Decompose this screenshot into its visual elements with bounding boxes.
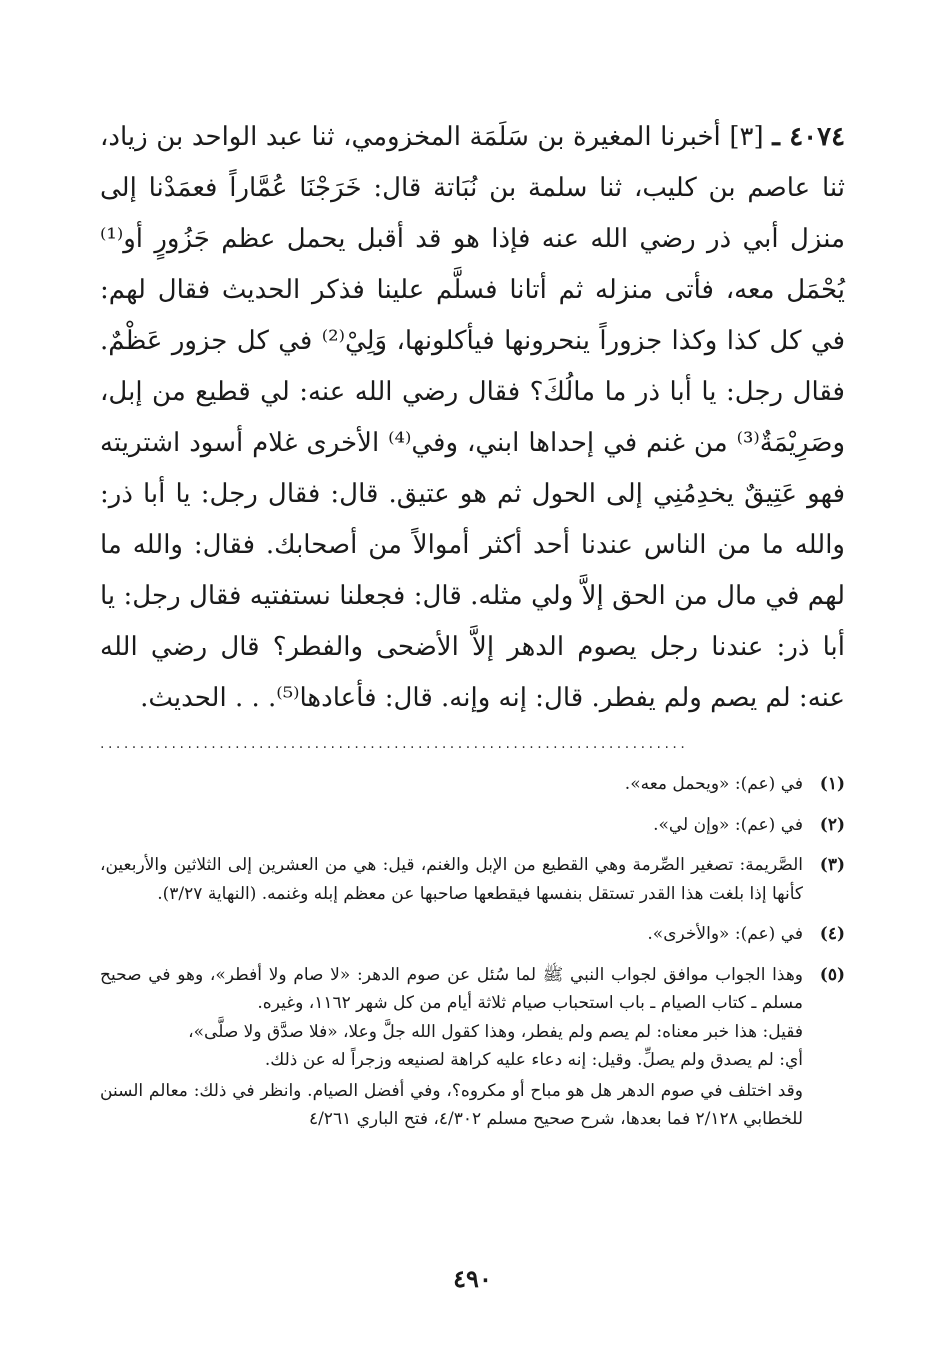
hadith-reference: [٣] (729, 122, 764, 152)
footnote-text: في (عم): «وإن لي». (653, 814, 803, 835)
footnotes (100, 770, 845, 1146)
footnote-1 (100, 770, 845, 799)
footnote-text: وهذا الجواب موافق لجواب النبي ﷺ لما سُئل عن صوم الدهر: «لا صام ولا أفطر»، وهو في صحيح مسلم ـ كتاب الصيام ـ باب استحباب صيام ثلاثة أيام من كل شهر ١١٦٢، وغيره. (100, 964, 803, 1013)
footnote-5 (100, 961, 845, 1134)
footnote-number: (٤) (819, 924, 845, 944)
footnote-separator: .......................................................................... (100, 738, 689, 750)
page-number: ٤٩٠ (453, 1264, 492, 1293)
footnote-body (100, 961, 803, 1134)
hadith-number: ٤٠٧٤ ـ (772, 122, 846, 152)
footnote-continuation: وقد اختلف في صوم الدهر هل هو مباح أو مكروه؟، وفي أفضل الصيام. وانظر في ذلك: معالم السنن للخطابي ٢/١٢٨ فما بعدها، شرح صحيح مسلم ٤/٣٠٢، فتح الباري ٤/٢٦١ (100, 1080, 803, 1129)
footnote-number: (٣) (819, 855, 845, 875)
footnote-2 (100, 811, 845, 840)
main-content (100, 112, 845, 724)
hadith-paragraph (100, 112, 845, 724)
footnote-3 (100, 851, 845, 908)
footnote-number: (٥) (819, 964, 845, 985)
footnote-number: (٢) (819, 814, 845, 835)
footnote-number: (١) (819, 774, 845, 794)
footnote-text: في (عم): «والأخرى». (647, 924, 803, 944)
footnote-line: فقيل: هذا خبر معناه: لم يصم ولم يفطر، وهذا كقول الله جلَّ وعلا، «فلا صدَّق ولا صلَّى»، (188, 1021, 803, 1042)
footnote-4 (100, 920, 845, 949)
footnote-line: أي: لم يصدق ولم يصلِّ. وقيل: إنه دعاء عليه كراهة لصنيعه وزجراً له عن ذلك. (264, 1050, 803, 1070)
footnote-text: في (عم): «ويحمل معه». (624, 774, 803, 794)
hadith-text: أخبرنا المغيرة بن سَلَمَة المخزومي، ثنا عبد الواحد بن زياد، ثنا عاصم بن كليب، ثنا سلمة بن نُبَاتة قال: خَرَجْنَا عُمَّاراً فعمَدْنا إلى منزل أبي ذر رضي الله عنه فإذا هو قد أقبل يحمل عظم جَزُورٍ أو⁽¹⁾ يُحْمَل معه، فأتى منزله ثم أتانا فسلَّم علينا فذكر الحديث فقال لهم: في كل كذا وكذا جزوراً ينحرونها فيأكلونها، وَلِيْ⁽²⁾ في كل جزور عَظْمٌ. فقال رجل: يا أبا ذر ما مالُكَ؟ فقال رضي الله عنه: لي قطيع من إبل، وصَرِيْمَةٌ⁽³⁾ من غنم في إحداها ابني، وفي⁽⁴⁾ الأخرى غلام أسود اشتريته فهو عَتِيقٌ يخدِمُنِي إلى الحول ثم هو عتيق. قال: فقال رجل: يا أبا ذر: والله ما من الناس عندنا أحد أكثر أموالاً من أصحابك. فقال: والله ما لهم في مال من الحق إلاَّ ولي مثله. قال: فجعلنا نستفتيه فقال رجل: يا أبا ذر: عندنا رجل يصوم الدهر إلاَّ الأضحى والفطر؟ قال رضي الله عنه: لم يصم ولم يفطر. قال: إنه وإنه. قال: فأعادها⁽⁵⁾. . . الحديث. (100, 122, 846, 713)
footnote-text: الصَّريمة: تصغير الصِّرمة وهي القطيع من الإبل والغنم، قيل: هي من العشرين إلى الثلاثين والأربعين، كأنها إذا بلغت هذا القدر تستقل بنفسها فيقطعها صاحبها عن معظم إبله وغنمه. (النهاية ٣/٢٧). (100, 855, 803, 904)
